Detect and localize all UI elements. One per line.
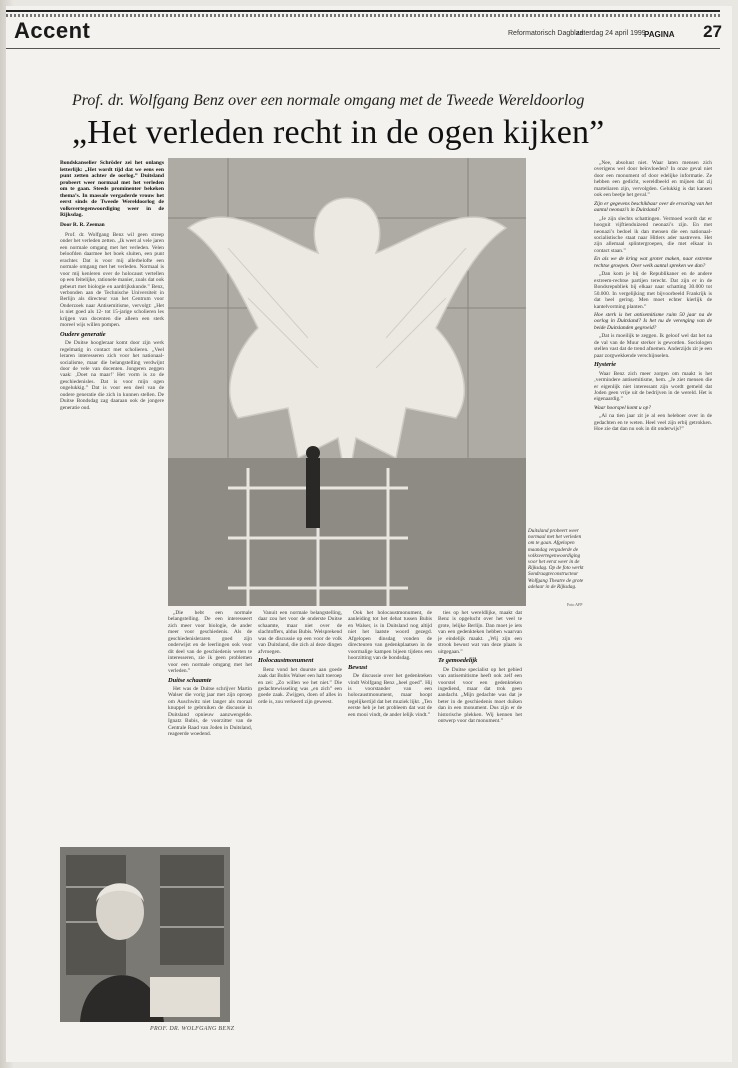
eagle-sculpture-photo [168,158,526,606]
article-subhead: Prof. dr. Wolfgang Benz over een normale omgang met de Tweede Wereldoorlog [72,92,585,109]
column-6e-text: Waar Benz zich meer zorgen om maakt is het ‚vermindere antisemitisme, hem. „Je ziet mensen die er eigenlijk niet interessant zijn wordt gemeld dat Joden geen vrije uit de bedrijven in de wereld. Het is eigenaardig.” [594,370,712,403]
question-2: En als we de kring wat groter maken, naar extreme rechtse groepen. Over welk aantal spreken we dan? [594,256,712,269]
byline: Door R. R. Zeeman [60,221,105,228]
column-6c-text: „Dan kom je bij de Republikaner en de andere extreem-rechtse partijen terecht. Dat zijn er in de Bondsrepubliek bij elkaar naar schatting 30.000 tot 50.000. In vergelijking met bijvoorbeeld Frankrijk is dat heel gering. Men moet echter kierlijk de kantelvorming planten.” [594,271,712,310]
article-headline: „Het verleden recht in de ogen kijken” [72,114,605,151]
column-1-text: Prof. dr. Wolfgang Benz wil geen streep onder het verleden zetten. „Ik weet al vele jaren een normale omgang met het verleden. Velen beloofden daarmee het boek sluiten, een punt erachter. Dat is voor mij allerbelofte een normale omgang met het verleden. Normaal is voor mij kenleren over de holocaust vertellen op een feitelijke, rationele manier, zoals dat ook gebeurt met biologie en aardrijkskunde.” Benz, verbonden aan de Technische Universiteit in Berlijn als directeur van het Centrum voor Onderzoek naar Antisemitisme, vervolgt: „Het is niet goed als 12- tot 15-jarige scholieren les krijgen van docenten die alleen een sterk moreel wijs willen pompen. [60,231,164,329]
column-6-text: „Nee, absoluut niet. Waar laten mensen zich overigens wel door beïnvloeden? In onze geval niet door een monument of door edelijke informatie. Ze hebben een gedicht, wereldbeeld en mijnen dat zij marteliaren zijn, vervolgden. Gelukkig is dat kansen ook een beetje het geval.” [594,160,712,199]
date-label: zaterdag 24 april 1999 [576,30,646,37]
subheading-oudere-generatie: Oudere generatie [60,330,106,338]
portrait-photo [60,847,230,1022]
photo-caption: Duitsland probeert weer normaal met het verleden om te gaan. Afgelopen maandag vergaderde de volksvertegenwoordiging voor het eerst weer in de Rijksdag. Op de foto werkt Sondraagteconstructeur Wolfgang Theatre de grote adelaar in de Rijksdag. [528,528,584,590]
column-4-text: Ook het holocaustmonument, de aanleiding tot het debat tussen Bubis en Walser, is in Duitsland nog altijd niet het laatste woord gezegd. Afgelopen dinsdag vonden de directeuren van gedenkplaatsen in de voormalige kampen bijeen tijdens een hoorzitting van de bondsdag. [348,610,432,662]
column-5-text: ties op het wereldlijke, maakt dat Benz is opgelucht over het veel te grote, lelijke Berlijn. Dan moet je iets van een gedenkteken hebben waarvan je eindelijk maakt. „Wij zijn een strook bewust wat van deze plaats is uitgegaan.” [438,610,522,655]
subheading-hysterie: Hysterie [594,361,617,369]
portrait-photo-illustration [60,847,230,1022]
subheading-holocaustmonument: Holocaustmonument [258,657,314,665]
header-rule [6,10,720,12]
photo-credit: Foto AFP [567,602,583,607]
column-4 [348,610,432,1050]
subheading-te-gemoedelijk: Te gemoedelijk [438,657,478,665]
column-1 [60,160,164,842]
header-pattern [6,14,720,17]
column-2-text: „Die hebt een normale belangstelling. De een interesseert zich meer voor biologie, de ander meer voor geschiedenis. Als de geschiedenisleraren goed zijn onderwijst en de leerlingen ook voor dit deel van de geschiedenis weten te interesseren, zie ik geen problemen voor een normale omgang met het verleden.” [168,610,252,675]
article-lead: Bondskanselier Schröder zei het onlangs letterlijk: „Het wordt tijd dat we eens een punt zetten achter de oorlog.” Duitsland probeert weer normaal met het verleden om te gaan. Steeds prominenter bekeken thema’s. In massale vergaderde vrouw het eerst sinds de Tweede Wereldoorlog de volksvertegenwoordiging weer in de Rijksdag. [60,160,164,218]
section-rule [6,48,720,49]
column-5b-text: De Duitse specialist op het gebied van antisemitisme heeft ook zelf een voorstel voor een gedenkteken ingediend, maar dat trok geen aandacht. „Mijn gedachte was dat je beter in de geschiedenis moet duiken dan in een monument. Dus zijn er de historische plekken. Wij kennen het ontwerp voor dat monument.” [438,666,522,725]
question-4: Waar hoorspel komt u op? [594,404,652,411]
source-label: Reformatorisch Dagblad [508,30,584,37]
column-2b-text: Het was de Duitse schrijver Martin Walser die vorig jaar met zijn oproep om Auschwitz niet langer als moraal knuppel te gebruiken de discussie in Duitsland opnieuw aanzwengelde. Ignatz Bubis, de voorzitter van de Centrale Raad van Joden in Duitsland, reageerde woedend. [168,685,252,738]
eagle-sculpture-illustration [168,158,526,606]
page-number: 27 [703,22,722,41]
subheading-duitse-schaamte: Duitse schaamte [168,676,212,684]
column-3 [258,610,342,1050]
column-1b-text: De Duitse hoogleraar komt door zijn werk regelmatig in contact met scholieren. „Veel leraren interesseren zich voor het nationaal-socialisme, maar die belangstelling verdwijnt door de vele van docenten. Jongeren zeggen vaak: ‚Doet na maar!’ Het vorm is zo de geschiedenisles. Dat is voor mijn ogen ongelukkig.” Dat is voor een deel van de oudere generatie die zich in kunnen stellen. De Duitse Bondsdag zag daaraan ook de jongere generatie oud. [60,340,164,411]
section-title: Accent [14,18,91,43]
column-3-text: Vanuit een normale belangstelling, daar zou het voor de onderste Duitse schaamte, maar niet over de slachtoffers, aldus Bubis. Welsprekend was de discussie op een voor de volk van Duitsland, die zich al deze dingen afvroegen. [258,610,342,655]
column-5 [438,610,522,1050]
column-6b-text: „Je zijn slechts schattingen. Vermoed wordt dat er hooguit vijftienduizend neonazi’s zijn. En met neonazi’s bedoel ik dan mensen die een nationaal-socialistische staat naar Hitlers ader nastreven. Het zijn allemaal splintergroepen, die met elkaar in contact staan.” [594,215,712,254]
column-6d-text: „Dat is moeilijk te zeggen. Ik geloof wel dat het na de val van de Muur sterker is geworden. Sociologen stellen vast dat de trend afnemen. Anderzijds zit je een paar zorgwekkende verschijnselen. [594,333,712,359]
question-3: Hoe sterk is het antisemitisme ruim 50 jaar na de oorlog in Duitsland? Is het nu de verenging van de beide Duitslanden gegroeid? [594,311,712,331]
column-3b-text: Benz vond het duurste aan goede zaak dat Bubis Walser een halt toeroep en zei: „Zo willen we het niet.” Die gedachtewisseling was „en zich” een goede zaak. Zwijgen, doen of alles in orde is, zou verkeerd zijn geweest. [258,666,342,705]
column-6f-text: „Al na tien jaar zit je al een heleboer over in de gedachten en te weten. Heel veel zijn erbij getrokken. Hoe zie dat dan nu ook in dit onderwijs?” [594,413,712,433]
paper-label: PAGINA [644,30,675,39]
subheading-bewust: Bewust [348,663,368,671]
column-6 [594,160,712,1050]
portrait-caption: PROF. DR. WOLFGANG BENZ [150,1026,235,1032]
column-4b-text: De discussie over het gedenkteken vindt Wolfgang Benz „heel goed”. Hij is voorstander van een holocaustmonument, maar hoopt tegelijkertijd dat het muziek lijkt. „Ten eerste heb je het probleem dat wat de een mooi vindt, de ander lelijk vindt.” [348,673,432,718]
question-1: Zijn er gegevens beschikbaar over de ervaring van het aantal neonazi’s in Duitsland? [594,200,712,214]
